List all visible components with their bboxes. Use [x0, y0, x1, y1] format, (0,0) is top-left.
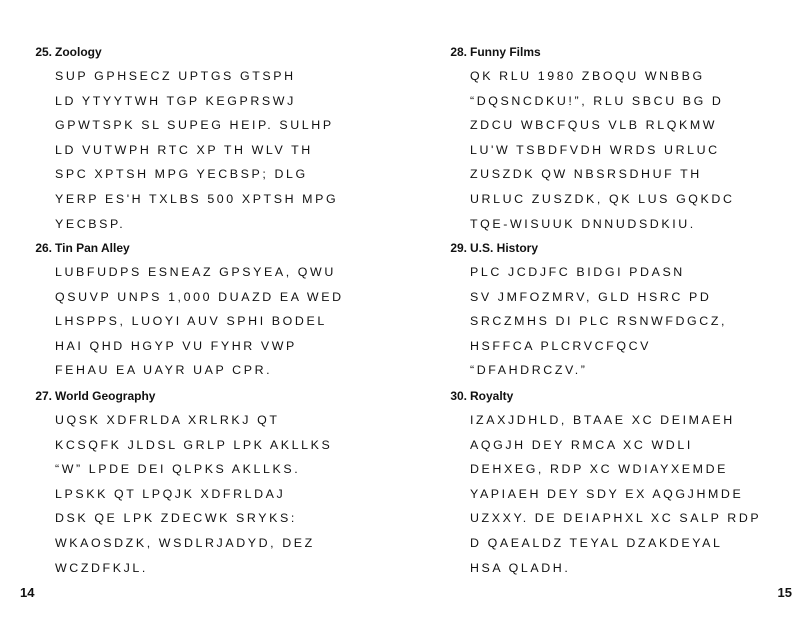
puzzle-header — [28, 40, 338, 64]
cipher-line: HSA QLADH. — [470, 560, 571, 575]
cipher-line: SV JMFOZMRV, GLD HSRC PD — [470, 289, 712, 304]
cipher-line: HAI QHD HGYP VU FYHR VWP — [55, 338, 297, 353]
puzzle-27 — [28, 384, 332, 580]
cipher-line: GPWTSPK SL SUPEG HEIP. SULHP — [55, 118, 334, 133]
cipher-line: YERP ES'H TXLBS 500 XPTSH MPG — [55, 191, 339, 206]
cipher-line: PLC JCDJFC BIDGI PDASN — [470, 265, 685, 279]
puzzle-header — [443, 384, 761, 408]
puzzle-28 — [443, 40, 735, 236]
page-number-left: 14 — [20, 585, 35, 600]
cipher-line: QSUVP UNPS 1,000 DUAZD EA WED — [55, 289, 344, 304]
puzzle-number: 27. — [35, 389, 52, 403]
cipher-line: DSK QE LPK ZDECWK SRYKS: — [55, 511, 297, 526]
cipher-line: URLUC ZUSZDK, QK LUS GQKDC — [470, 191, 735, 206]
puzzle-header — [28, 384, 332, 408]
cipher-line: YECBSP. — [55, 216, 126, 231]
cipher-line: DEHXEG, RDP XC WDIAYXEMDE — [470, 462, 729, 477]
page-number-right: 15 — [777, 585, 792, 600]
cipher-line: KCSQFK JLDSL GRLP LPK AKLLKS — [55, 437, 333, 452]
cipher-line: LD VUTWPH RTC XP TH WLV TH — [55, 142, 313, 157]
puzzle-title: Zoology — [55, 45, 102, 59]
puzzle-26 — [28, 236, 344, 383]
cipher-line: SRCZMHS DI PLC RSNWFDGCZ, — [470, 314, 728, 329]
cipher-line: YAPIAEH DEY SDY EX AQGJHMDE — [470, 486, 744, 501]
puzzle-title: World Geography — [55, 389, 156, 403]
cipher-line: LHSPPS, LUOYI AUV SPHI BODEL — [55, 314, 327, 329]
cipher-line: SPC XPTSH MPG YECBSP; DLG — [55, 167, 308, 182]
cipher-line: QK RLU 1980 ZBOQU WNBBG — [470, 69, 705, 83]
cipher-line: ZDCU WBCFQUS VLB RLQKMW — [470, 118, 718, 133]
cipher-line: FEHAU EA UAYR UAP CPR. — [55, 363, 273, 378]
cipher-line: LPSKK QT LPQJK XDFRLDAJ — [55, 486, 286, 501]
puzzle-30 — [443, 384, 761, 580]
puzzle-number: 29. — [450, 241, 467, 255]
cipher-line: “DFAHDRCZV.” — [470, 363, 588, 378]
puzzle-header — [28, 236, 344, 260]
puzzle-25 — [28, 40, 338, 236]
cipher-line: UQSK XDFRLDA XRLRKJ QT — [55, 413, 280, 427]
puzzle-header — [443, 40, 735, 64]
cipher-line: LU'W TSBDFVDH WRDS URLUC — [470, 142, 720, 157]
puzzle-number: 26. — [35, 241, 52, 255]
cipher-line: LUBFUDPS ESNEAZ GPSYEA, QWU — [55, 265, 336, 279]
cipher-line: SUP GPHSECZ UPTGS GTSPH — [55, 69, 296, 83]
cipher-line: D QAEALDZ TEYAL DZAKDEYAL — [470, 535, 723, 550]
puzzle-29 — [443, 236, 727, 383]
puzzle-title: Funny Films — [470, 45, 541, 59]
cipher-line: “W” LPDE DEI QLPKS AKLLKS. — [55, 462, 301, 477]
puzzle-number: 30. — [450, 389, 467, 403]
cipher-line: ZUSZDK QW NBSRSDHUF TH — [470, 167, 702, 182]
puzzle-title: Tin Pan Alley — [55, 241, 130, 255]
cipher-line: LD YTYYTWH TGP KEGPRSWJ — [55, 93, 296, 108]
puzzle-number: 25. — [35, 45, 52, 59]
right-page — [405, 0, 810, 622]
puzzle-title: U.S. History — [470, 241, 539, 255]
cipher-line: TQE-WISUUK DNNUDSDKIU. — [470, 216, 696, 231]
cipher-line: IZAXJDHLD, BTAAE XC DEIMAEH — [470, 413, 735, 427]
puzzle-number: 28. — [450, 45, 467, 59]
cipher-line: HSFFCA PLCRVCFQCV — [470, 338, 651, 353]
cipher-line: “DQSNCDKU!”, RLU SBCU BG D — [470, 93, 724, 108]
cipher-line: WKAOSDZK, WSDLRJADYD, DEZ — [55, 535, 315, 550]
cipher-line: UZXXY. DE DEIAPHXL XC SALP RDP — [470, 511, 762, 526]
puzzle-header — [443, 236, 727, 260]
cipher-line: WCZDFKJL. — [55, 560, 148, 575]
puzzle-title: Royalty — [470, 389, 514, 403]
cipher-line: AQGJH DEY RMCA XC WDLI — [470, 437, 693, 452]
